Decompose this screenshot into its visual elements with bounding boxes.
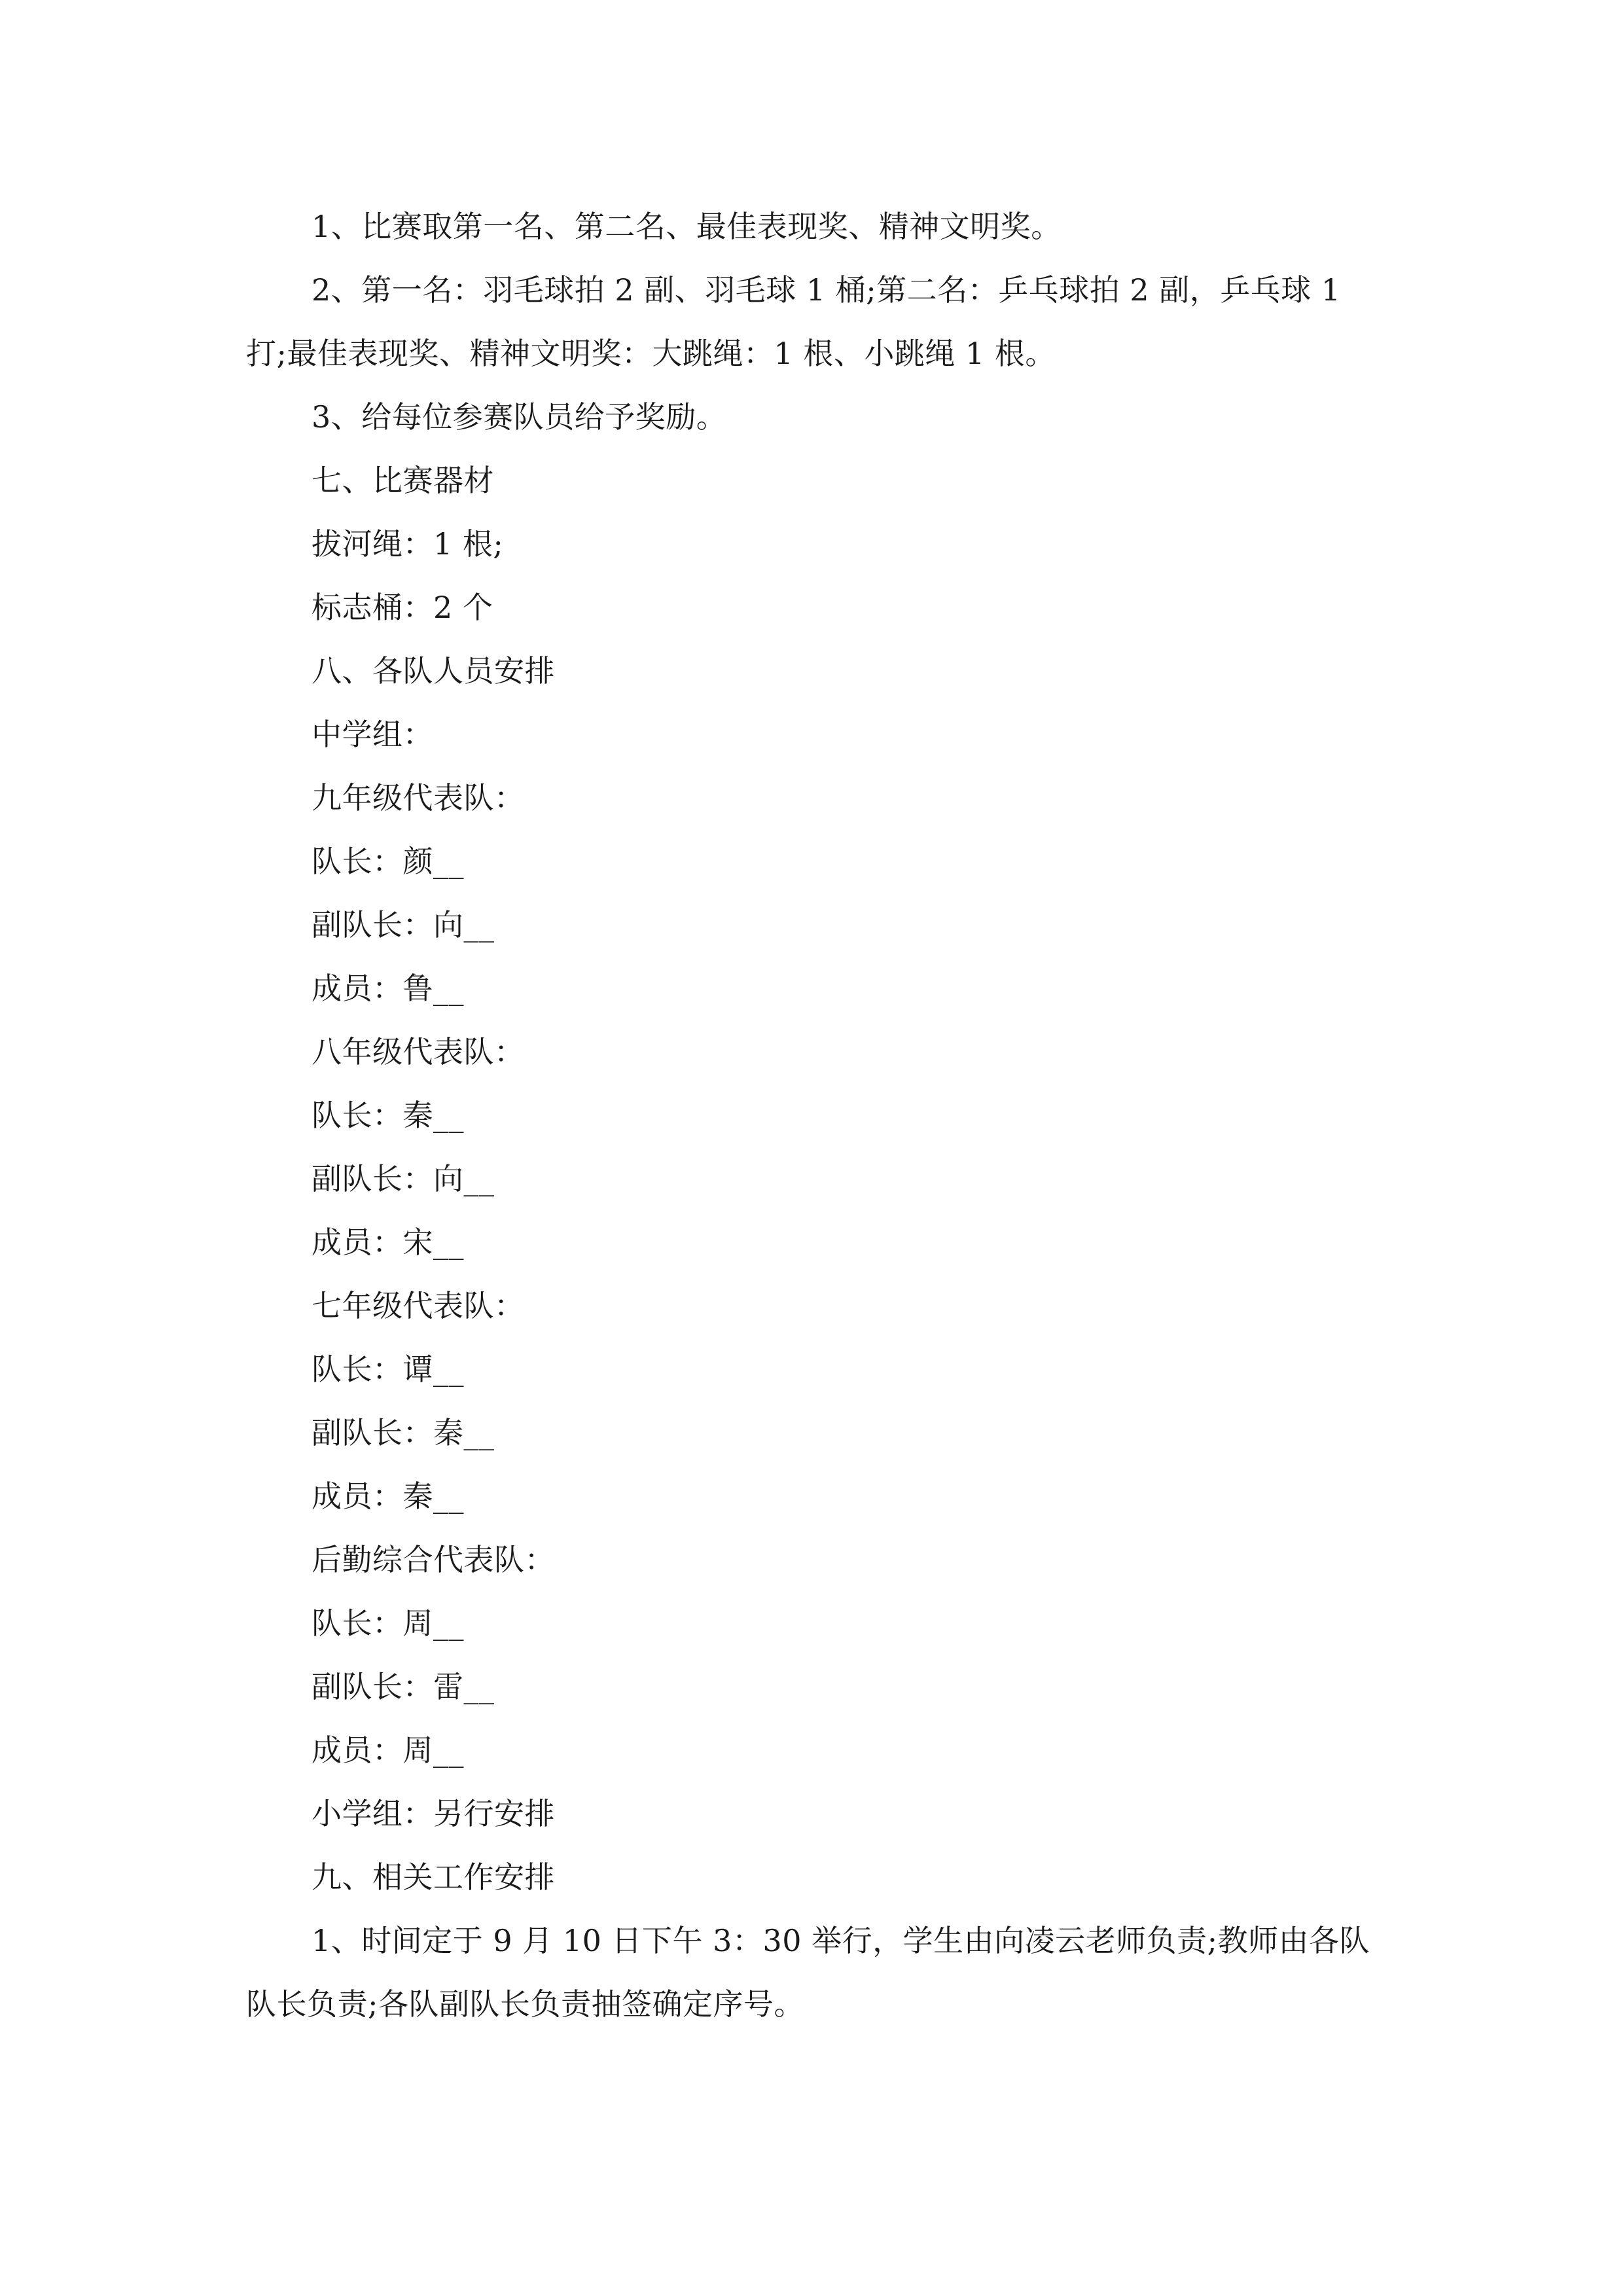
award-item-2: 2、第一名：羽毛球拍 2 副、羽毛球 1 桶;第二名：乒乓球拍 2 副，乒乓球 1 打;最佳表现奖、精神文明奖：大跳绳：1 根、小跳绳 1 根。 [246, 272, 1341, 371]
section-heading-equipment: 七、比赛器材 [312, 463, 494, 498]
team-vice-captain: 副队长：雷__ [312, 1669, 495, 1704]
group-label-middle-school: 中学组： [312, 717, 433, 752]
equipment-cones: 标志桶：2 个 [312, 590, 493, 625]
equipment-rope: 拔河绳：1 根; [312, 526, 504, 562]
section-heading-arrangements: 九、相关工作安排 [312, 1859, 555, 1895]
arrangement-item-1: 1、时间定于 9 月 10 日下午 3：30 举行，学生由向凌云老师负责;教师由各队队长负责;各队副队长负责抽签确定序号。 [246, 1923, 1370, 2022]
team-name-grade9: 九年级代表队： [312, 780, 525, 816]
team-name-grade7: 七年级代表队： [312, 1288, 525, 1323]
document-body [246, 195, 1385, 2036]
team-vice-captain: 副队长：秦__ [312, 1415, 495, 1450]
team-captain: 队长：谭__ [312, 1352, 464, 1387]
team-name-grade8: 八年级代表队： [312, 1034, 525, 1069]
team-vice-captain: 副队长：向__ [312, 907, 495, 942]
section-heading-teams: 八、各队人员安排 [312, 653, 555, 689]
team-captain: 队长：秦__ [312, 1098, 464, 1133]
team-member: 成员：秦__ [312, 1479, 464, 1514]
team-vice-captain: 副队长：向__ [312, 1161, 495, 1196]
team-member: 成员：鲁__ [312, 971, 464, 1006]
team-member: 成员：周__ [312, 1732, 464, 1768]
team-name-logistics: 后勤综合代表队： [312, 1542, 555, 1577]
award-item-1: 1、比赛取第一名、第二名、最佳表现奖、精神文明奖。 [312, 209, 1061, 244]
team-member: 成员：宋__ [312, 1225, 464, 1260]
team-captain: 队长：颜__ [312, 844, 464, 879]
award-item-3: 3、给每位参赛队员给予奖励。 [312, 399, 727, 435]
team-captain: 队长：周__ [312, 1605, 464, 1641]
group-label-primary-school: 小学组：另行安排 [312, 1796, 555, 1831]
